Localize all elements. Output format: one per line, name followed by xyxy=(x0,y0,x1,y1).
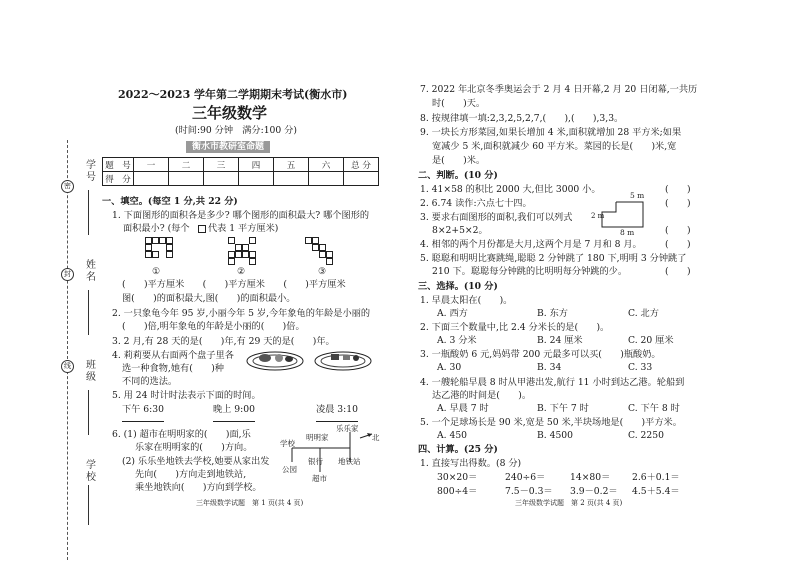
score-cell[interactable] xyxy=(344,172,379,186)
seal-line xyxy=(67,140,68,560)
section-judge: 二、判断。(10 分) xyxy=(418,170,498,181)
calc-item[interactable]: 3.9－0.2＝ xyxy=(570,486,618,497)
q6-line4[interactable]: 先向( )方向走到地铁站, xyxy=(135,469,247,480)
q1-line1: 1. 下面图形的面积各是多少? 哪个图形的面积最大? 哪个图形的 xyxy=(112,210,370,221)
judge-4-answer[interactable]: ( ) xyxy=(665,239,691,250)
score-header-cell: 总 分 xyxy=(344,158,379,172)
q7-line1: 7. 2022 年北京冬季奥运会于 2 月 4 日开幕,2 月 20 日闭幕,一共历 xyxy=(420,84,698,95)
score-table xyxy=(102,157,379,186)
map-park: 公园 xyxy=(282,465,297,474)
score-header-cell: 六 xyxy=(309,158,344,172)
judge-3-line2: 8×2+5×2。 xyxy=(432,225,488,236)
seal-char-feng: 封 xyxy=(61,268,74,281)
q1-line2b: 代表 1 平方厘米) xyxy=(208,223,279,234)
q6-line1[interactable]: 6. (1) 超市在明明家的( )面,乐 xyxy=(112,429,251,440)
judge-2: 2. 6.74 读作:六点七十四。 xyxy=(420,198,532,209)
q4-line3: 不同的选法。 xyxy=(122,376,178,387)
exam-meta: (时间:90 分钟 满分:100 分) xyxy=(175,125,297,136)
fig-label-1: ① xyxy=(152,266,161,277)
class-blank-line xyxy=(88,390,89,435)
calc-item[interactable]: 30×20＝ xyxy=(437,472,478,483)
q8[interactable]: 8. 按规律填一填:2,3,2,5,2,7,( ),( ),3,3。 xyxy=(420,113,624,124)
judge-1: 1. 41×58 的积比 2000 大,但比 3000 小。 xyxy=(420,184,601,195)
score-header-cell: 五 xyxy=(274,158,309,172)
map-lele-home: 乐乐家 xyxy=(336,424,359,433)
choice-2-a[interactable]: A. 3 分米 xyxy=(437,335,477,346)
choice-5: 5. 一个足球场长是 90 米,宽是 50 米,半块场地是( )平方米。 xyxy=(420,417,682,428)
map-supermarket: 超市 xyxy=(312,474,327,483)
choice-4-b[interactable]: B. 下午 7 时 xyxy=(537,403,589,414)
q9-line1: 9. 一块长方形菜园,如果长增加 4 米,面积就增加 28 平方米;如果 xyxy=(420,127,682,138)
choice-2-b[interactable]: B. 24 厘米 xyxy=(537,335,583,346)
choice-1-a[interactable]: A. 西方 xyxy=(437,308,468,319)
choice-3-b[interactable]: B. 34 xyxy=(537,362,562,373)
choice-2: 2. 下面三个数量中,比 2.4 分米长的是( )。 xyxy=(420,322,610,333)
calc-item[interactable]: 14×80＝ xyxy=(570,472,611,483)
choice-1: 1. 早晨太阳在( )。 xyxy=(420,295,513,306)
q5-time-2: 晚上 9:00 xyxy=(213,404,255,415)
school-label: 学校 xyxy=(86,460,96,483)
choice-3: 3. 一瓶酸奶 6 元,妈妈带 200 元最多可以买( )瓶酸奶。 xyxy=(420,349,661,360)
choice-3-a[interactable]: A. 30 xyxy=(437,362,462,373)
score-row-label: 得 分 xyxy=(103,172,134,186)
calc-item[interactable]: 2.6＋0.1＝ xyxy=(632,472,680,483)
shape-bottom-label: 8 m xyxy=(620,228,635,237)
map-school: 学校 xyxy=(280,439,295,448)
figure-1 xyxy=(145,237,185,267)
q3[interactable]: 3. 2 月,有 28 天的是( )年,有 29 天的是( )年。 xyxy=(112,336,335,347)
section-calc: 四、计算。(25 分) xyxy=(418,444,498,455)
calc-item[interactable]: 800÷4＝ xyxy=(437,486,478,497)
judge-5-line2: 210 下。聪聪每分钟跳的比明明每分钟跳的少。 xyxy=(432,266,628,277)
q5: 5. 用 24 时计时法表示下面的时间。 xyxy=(112,390,261,401)
judge-5-answer[interactable]: ( ) xyxy=(665,266,691,277)
judge-4: 4. 相邻的两个月份都是大月,这两个月是 7 月和 8 月。 xyxy=(420,239,642,250)
figure-2 xyxy=(228,237,268,267)
calc-item[interactable]: 4.5＋5.4＝ xyxy=(632,486,680,497)
q5-time-1: 下午 6:30 xyxy=(122,404,164,415)
score-cell[interactable] xyxy=(134,172,169,186)
q9-line2[interactable]: 宽减少 5 米,面积就减少 60 平方米。菜园的长是( )米,宽 xyxy=(432,141,677,152)
choice-5-c[interactable]: C. 2250 xyxy=(628,430,664,441)
q1-line2a: 面积最小? (每个 xyxy=(123,223,190,234)
choice-4-a[interactable]: A. 早晨 7 时 xyxy=(437,403,489,414)
q4-line1: 4. 莉莉要从右面两个盘子里各 xyxy=(112,350,234,361)
choice-5-a[interactable]: A. 450 xyxy=(437,430,468,441)
section-choice: 三、选择。(10 分) xyxy=(418,281,498,292)
calc-1-title: 1. 直接写出得数。(8 分) xyxy=(420,458,522,469)
figure-3 xyxy=(305,237,345,267)
choice-3-c[interactable]: C. 33 xyxy=(628,362,653,373)
fig-label-3: ③ xyxy=(318,266,327,277)
exam-title: 2022～2023 学年第二学期期末考试(衡水市) xyxy=(118,88,348,101)
q5-time-3: 凌晨 3:10 xyxy=(316,404,358,415)
q7-line2[interactable]: 时( )天。 xyxy=(432,98,486,109)
judge-3-line1: 3. 要求右面图形的面积,我们可以列式 xyxy=(420,212,573,223)
choice-5-b[interactable]: B. 4500 xyxy=(537,430,573,441)
id-blank-line xyxy=(88,190,89,235)
judge-1-answer[interactable]: ( ) xyxy=(665,184,691,195)
map-mingming-home: 明明家 xyxy=(306,433,329,442)
choice-4-c[interactable]: C. 下午 8 时 xyxy=(628,403,680,414)
q9-line3[interactable]: 是( )米。 xyxy=(432,155,486,166)
score-cell[interactable] xyxy=(169,172,204,186)
map-bank: 银行 xyxy=(308,457,323,466)
shape-top-label: 5 m xyxy=(630,191,645,200)
score-header-cell: 一 xyxy=(134,158,169,172)
seal-char-mi: 密 xyxy=(61,180,74,193)
judge-5-line1: 5. 聪聪和明明比赛跳绳,聪聪 2 分钟跳了 180 下,明明 3 分钟跳了 xyxy=(420,253,687,264)
map-north: 北 xyxy=(372,433,380,442)
name-label: 姓名 xyxy=(86,260,96,283)
map-subway: 地铁站 xyxy=(338,457,361,466)
name-blank-line xyxy=(88,290,89,335)
choice-4-line2: 达乙港的时间是( )。 xyxy=(432,390,532,401)
q1-compare[interactable]: 图( )的面积最大,图( )的面积最小。 xyxy=(122,293,296,304)
q6-line5[interactable]: 乘坐地铁向( )方向到学校。 xyxy=(135,482,262,493)
q5-answer-1[interactable] xyxy=(122,421,164,422)
plates-illustration xyxy=(245,346,375,372)
choice-4-line1: 4. 一艘轮船早晨 8 时从甲港出发,航行 11 小时到达乙港。轮船到 xyxy=(420,377,685,388)
banner: 衡水市教研室命题 xyxy=(186,141,270,153)
seal-char-xian: 线 xyxy=(61,360,74,373)
score-header-cell: 四 xyxy=(239,158,274,172)
score-header-cell: 三 xyxy=(204,158,239,172)
calc-item[interactable]: 240÷6＝ xyxy=(505,472,546,483)
judge-2-answer[interactable]: ( ) xyxy=(665,198,691,209)
section-fill-blank: 一、填空。(每空 1 分,共 22 分) xyxy=(102,196,238,207)
choice-2-c[interactable]: C. 20 厘米 xyxy=(628,335,674,346)
score-header-cell: 二 xyxy=(169,158,204,172)
score-cell[interactable] xyxy=(204,172,239,186)
subject-title: 三年级数学 xyxy=(192,104,268,122)
choice-1-b[interactable]: B. 东方 xyxy=(537,308,568,319)
q2-line1: 2. 一只象龟今年 95 岁,小丽今年 5 岁,今年象龟的年龄是小丽的 xyxy=(112,308,371,319)
q1-answers[interactable]: ( )平方厘米 ( )平方厘米 ( )平方厘米 xyxy=(122,279,346,290)
id-label: 学号 xyxy=(86,160,96,183)
fig-label-2: ② xyxy=(237,266,246,277)
right-footer: 三年级数学试题 第 2 页(共 4 页) xyxy=(515,499,623,507)
shape-left-label: 2 m xyxy=(591,212,605,220)
score-header-cell: 题 号 xyxy=(103,158,134,172)
calc-item[interactable]: 7.5－0.3＝ xyxy=(505,486,553,497)
score-cell[interactable] xyxy=(309,172,344,186)
left-footer: 三年级数学试题 第 1 页(共 4 页) xyxy=(196,499,304,507)
score-cell[interactable] xyxy=(239,172,274,186)
q5-answer-2[interactable] xyxy=(213,421,255,422)
school-blank-line xyxy=(88,485,89,525)
judge-3-answer[interactable]: ( ) xyxy=(665,225,691,236)
q6-line3: (2) 乐乐坐地铁去学校,她要从家出发 xyxy=(122,456,270,467)
unit-square-icon xyxy=(198,225,206,233)
class-label: 班级 xyxy=(86,360,96,383)
q4-line2[interactable]: 选一种食物,她有( )种 xyxy=(122,363,224,374)
q6-line2[interactable]: 乐家在明明家的( )方向。 xyxy=(135,442,253,453)
choice-1-c[interactable]: C. 北方 xyxy=(628,308,659,319)
score-cell[interactable] xyxy=(274,172,309,186)
q2-line2[interactable]: ( )倍,明年象龟的年龄是小丽的( )倍。 xyxy=(122,321,305,332)
